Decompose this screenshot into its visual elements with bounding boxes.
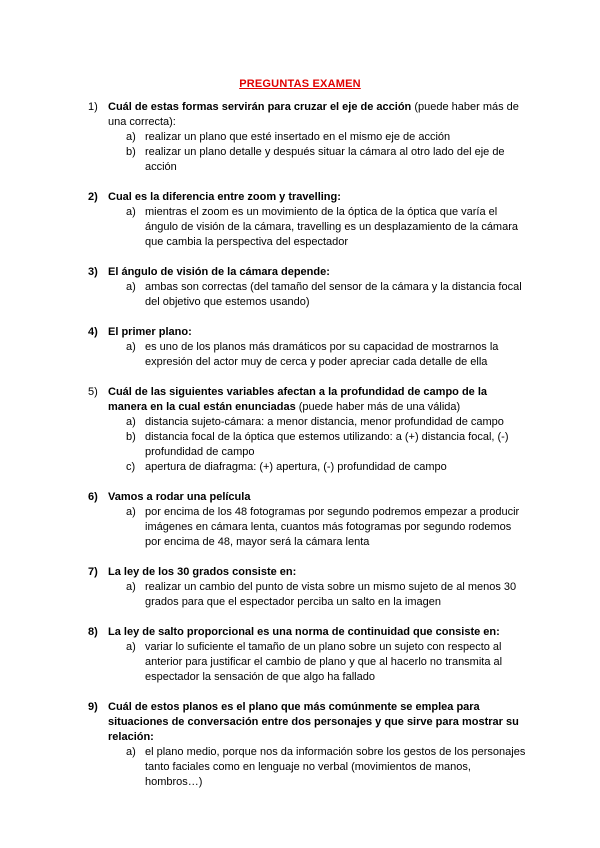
question-heading (88, 565, 528, 580)
question-item (88, 625, 528, 685)
question-heading (88, 100, 528, 130)
question-note: (puede haber más de una válida) (295, 401, 461, 413)
question-note: (puede haber más de una correcta): (108, 101, 519, 128)
question-text: El ángulo de visión de la cámara depende: (108, 266, 330, 278)
answer-text: variar lo suficiente el tamaño de un plano sobre un sujeto con respecto al anterior para justificar el cambio de plano y que al hacerlo no transmita al espectador la sensación de que algo ha fallado (145, 641, 503, 683)
answer-item (88, 745, 528, 790)
answer-text: realizar un plano detalle y después situar la cámara al otro lado del eje de acción (145, 146, 505, 173)
question-item (88, 265, 528, 310)
answer-list (88, 205, 528, 250)
question-number: 9) (88, 701, 98, 713)
answer-item (88, 130, 528, 145)
question-item (88, 490, 528, 550)
document-title: PREGUNTAS EXAMEN (239, 78, 361, 90)
question-heading (88, 325, 528, 340)
question-item (88, 385, 528, 475)
answer-letter: a) (126, 506, 136, 518)
answer-text: apertura de diafragma: (+) apertura, (-) profundidad de campo (145, 461, 447, 473)
answer-list (88, 415, 528, 475)
answer-item (88, 460, 528, 475)
question-item (88, 325, 528, 370)
answer-letter: a) (126, 416, 136, 428)
answer-list (88, 280, 528, 310)
answer-item (88, 205, 528, 250)
question-heading (88, 700, 528, 745)
question-text: La ley de salto proporcional es una norma de continuidad que consiste en: (108, 626, 500, 638)
question-heading (88, 265, 528, 280)
question-number: 1) (88, 101, 98, 113)
answer-text: distancia focal de la óptica que estemos utilizando: a (+) distancia focal, (-) profundidad de campo (145, 431, 509, 458)
answer-text: realizar un plano que esté insertado en el mismo eje de acción (145, 131, 451, 143)
answer-item (88, 340, 528, 370)
answer-item (88, 640, 528, 685)
question-number: 4) (88, 326, 98, 338)
question-number: 6) (88, 491, 98, 503)
question-list (88, 100, 528, 805)
question-number: 3) (88, 266, 98, 278)
answer-item (88, 580, 528, 610)
question-text: La ley de los 30 grados consiste en: (108, 566, 297, 578)
question-number: 2) (88, 191, 98, 203)
answer-item (88, 415, 528, 430)
answer-list (88, 745, 528, 790)
answer-letter: a) (126, 641, 136, 653)
answer-text: ambas son correctas (del tamaño del sensor de la cámara y la distancia focal del objetivo que estemos usando) (145, 281, 522, 308)
question-item (88, 565, 528, 610)
question-text: Cuál de las siguientes variables afectan a la profundidad de campo de la manera en la cual están enunciadas (108, 386, 488, 413)
answer-list (88, 340, 528, 370)
answer-text: mientras el zoom es un movimiento de la óptica de la óptica que varía el ángulo de visión de la cámara, travelling es un desplazamiento de la cámara que cambia la perspectiva del espectador (145, 206, 518, 248)
answer-letter: a) (126, 206, 136, 218)
question-item (88, 100, 528, 175)
question-text: Vamos a rodar una película (108, 491, 251, 503)
question-heading (88, 490, 528, 505)
answer-letter: b) (126, 146, 136, 158)
question-text: El primer plano: (108, 326, 192, 338)
answer-text: el plano medio, porque nos da información sobre los gestos de los personajes tanto faciales como en lenguaje no verbal (movimientos de manos, hombros…) (145, 746, 526, 788)
answer-letter: a) (126, 746, 136, 758)
question-text: Cuál de estas formas servirán para cruzar el eje de acción (108, 101, 412, 113)
answer-text: distancia sujeto-cámara: a menor distancia, menor profundidad de campo (145, 416, 504, 428)
question-heading (88, 385, 528, 415)
question-number: 8) (88, 626, 98, 638)
answer-letter: b) (126, 431, 136, 443)
answer-item (88, 280, 528, 310)
question-item (88, 190, 528, 250)
question-item (88, 700, 528, 790)
answer-letter: c) (126, 461, 136, 473)
question-heading (88, 190, 528, 205)
answer-list (88, 640, 528, 685)
question-text: Cuál de estos planos es el plano que más comúnmente se emplea para situaciones de conversación entre dos personajes y que sirve para mostrar su relación: (108, 701, 519, 743)
question-number: 5) (88, 386, 98, 398)
answer-letter: a) (126, 341, 136, 353)
answer-item (88, 430, 528, 460)
answer-letter: a) (126, 581, 136, 593)
answer-list (88, 505, 528, 550)
answer-text: es uno de los planos más dramáticos por su capacidad de mostrarnos la expresión del actor muy de cerca y poder apreciar cada detalle de ella (145, 341, 499, 368)
answer-letter: a) (126, 131, 136, 143)
answer-item (88, 505, 528, 550)
answer-text: por encima de los 48 fotogramas por segundo podremos empezar a producir imágenes en cámara lenta, cuantos más fotogramas por segundo rodemos por encima de 48, mayor será la cámara lenta (145, 506, 520, 548)
question-text: Cual es la diferencia entre zoom y travelling: (108, 191, 341, 203)
question-heading (88, 625, 528, 640)
answer-list (88, 580, 528, 610)
answer-item (88, 145, 528, 175)
answer-text: realizar un cambio del punto de vista sobre un mismo sujeto de al menos 30 grados para que el espectador perciba un salto en la imagen (145, 581, 517, 608)
answer-letter: a) (126, 281, 136, 293)
question-number: 7) (88, 566, 98, 578)
answer-list (88, 130, 528, 175)
